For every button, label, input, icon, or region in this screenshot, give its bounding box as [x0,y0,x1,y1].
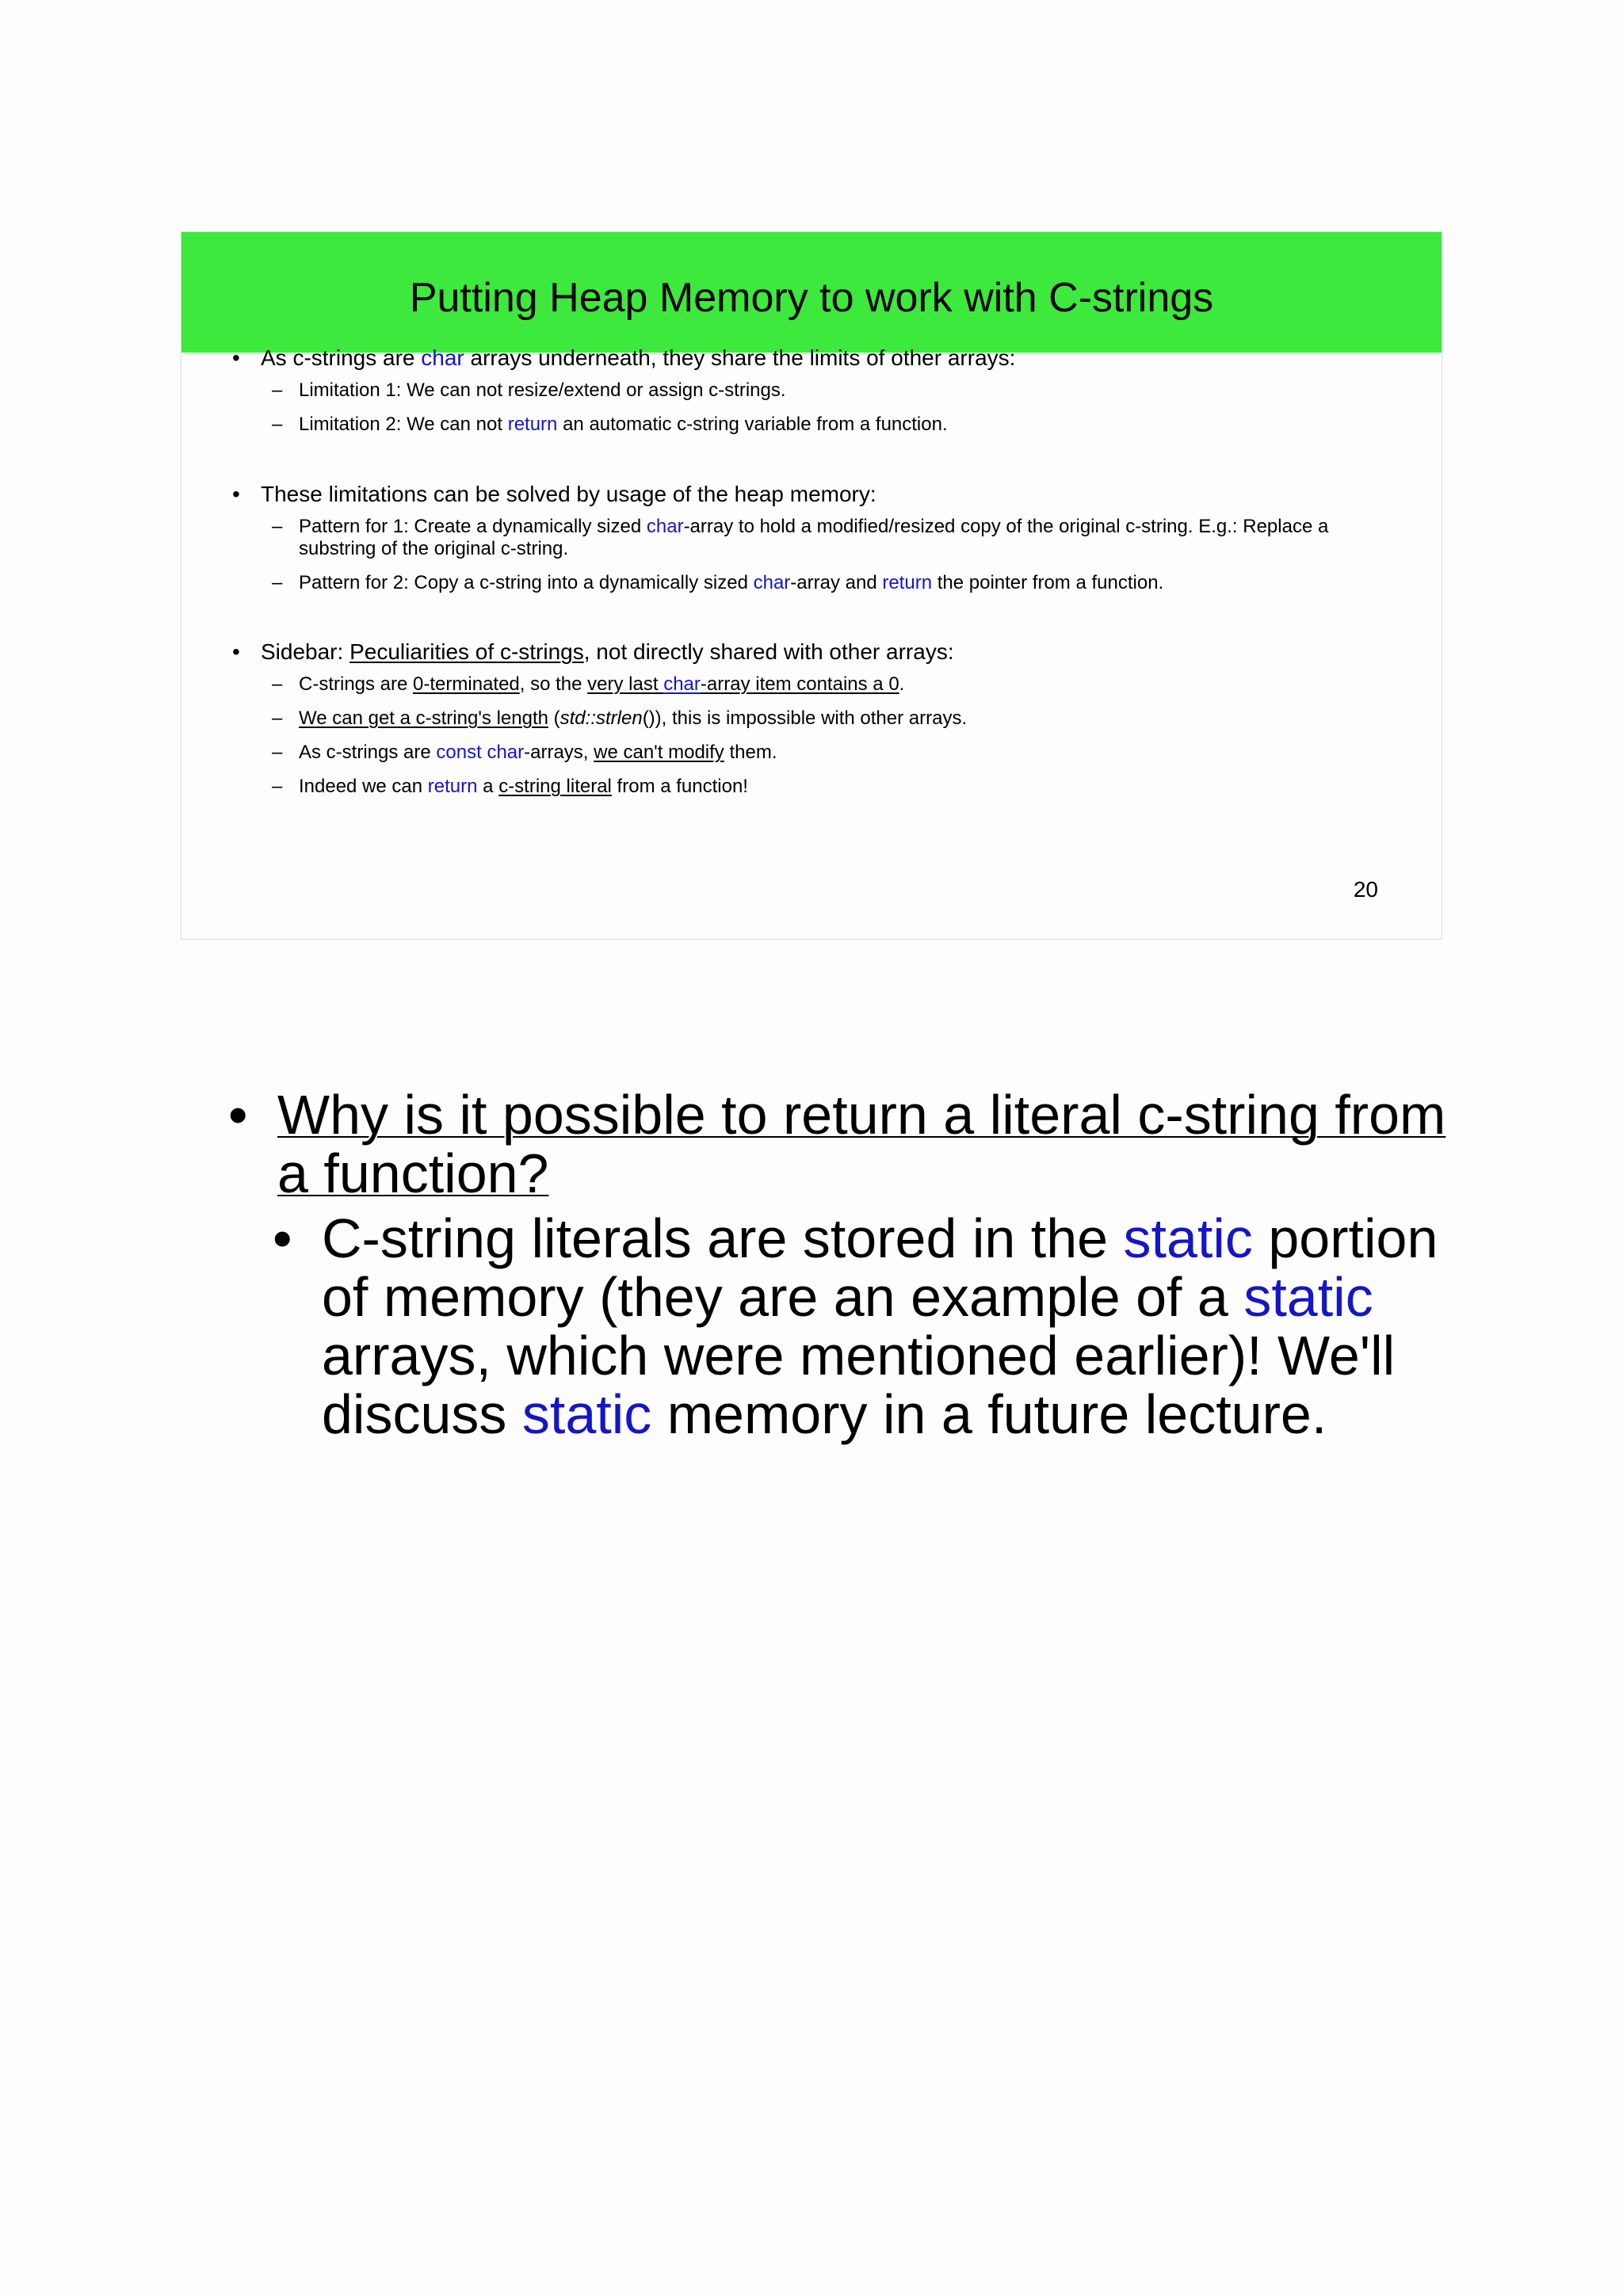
slide-title: Putting Heap Memory to work with C-strings [409,275,1214,321]
answer-text: arrays, which were mentioned earlier)! We'll discuss [322,1325,1396,1445]
sub-bullet-text: ( [548,707,560,729]
bullet-icon: • [232,345,240,370]
underlined-text: 0-terminated [413,673,520,695]
bullet-icon: • [232,639,240,664]
bullet-text: Sidebar: [261,639,350,664]
notes-question [228,1084,1466,1204]
keyword-return: return [507,414,558,435]
keyword-static: static [1123,1207,1253,1269]
sub-bullet-text: Pattern for 2: Copy a c-string into a dynamically sized [299,572,754,593]
underlined-text: Peculiarities of c-strings [349,639,584,664]
page-number: 20 [1353,877,1378,902]
sub-bullet-text: Limitation 2: We can not [299,414,508,435]
sub-bullet-text: , so the [519,673,588,695]
sub-bullet-return-literal [272,776,1408,798]
sub-bullet-text: -arrays, [524,742,594,763]
sub-bullet-text: Indeed we can [299,776,428,797]
sub-bullet-text: from a function! [611,776,748,797]
dash-icon: – [272,414,283,435]
bullet-text: These limitations can be solved by usage of the heap memory: [261,482,876,506]
keyword-char: char [487,742,525,763]
bullet-text: arrays underneath, they share the limits of other arrays: [464,345,1016,370]
bullet-heap-solution [232,481,876,508]
sub-bullet-pattern-1 [272,516,1408,560]
sub-bullet-text: -array to hold a modified/resized copy of the original c-string. E.g.: Replace a substring of the original c-string. [299,516,1329,559]
underlined-text: We can get a c-string's length [299,707,548,729]
sub-bullet-text: Pattern for 1: Create a dynamically sized [299,516,647,537]
sub-bullet-pattern-2 [272,572,1408,594]
dash-icon: – [272,742,283,763]
sub-bullet-text: . [899,673,905,695]
sub-bullet-text: -array and [790,572,883,593]
dash-icon: – [272,379,283,401]
keyword-char: char [753,572,791,593]
bullet-icon: • [273,1207,292,1269]
keyword-static: static [521,1383,652,1445]
notes-answer [273,1207,1471,1445]
bullet-text: As c-strings are [261,345,422,370]
dash-icon: – [272,776,283,797]
answer-text: memory in a future lecture. [651,1383,1327,1445]
keyword-const: const [436,742,482,763]
sub-bullet-text: them. [724,742,777,763]
underlined-text: we can't modify [594,742,724,763]
sub-bullet-text: an automatic c-string variable from a function. [557,414,948,435]
keyword-static: static [1243,1266,1373,1328]
keyword-return: return [882,572,933,593]
dash-icon: – [272,707,283,729]
dash-icon: – [272,516,283,537]
answer-text: C-string literals are stored in the [322,1207,1124,1269]
bullet-icon: • [232,482,240,506]
question-text: Why is it possible to return a literal c-string from a function? [277,1084,1446,1204]
italic-text: std::strlen [559,707,643,729]
sub-bullet-text: Limitation 1: We can not resize/extend or assign c-strings. [299,379,786,401]
answer-text: portion of memory (they are an example of a [322,1207,1438,1328]
sub-bullet-text: the pointer from a function. [932,572,1164,593]
sub-bullet-text: a [477,776,499,797]
underlined-text: c-string literal [498,776,612,797]
bullet-text: , not directly shared with other arrays: [583,639,954,664]
underlined-text: very last [587,673,664,695]
sub-bullet-text: As c-strings are [299,742,437,763]
underlined-text: -array item contains a 0 [700,673,899,695]
sub-bullet-strlen [272,707,1408,730]
bullet-icon: • [228,1084,248,1146]
keyword-return: return [427,776,478,797]
sub-bullet-text: C-strings are [299,673,414,695]
keyword-char: char [663,673,701,695]
slide [181,231,1442,940]
sub-bullet-zero-terminated [272,673,1408,696]
slide-header [181,232,1442,353]
sub-bullet-limitation-1 [272,379,1408,402]
sub-bullet-limitation-2 [272,414,1408,436]
dash-icon: – [272,673,283,695]
keyword-char: char [646,516,684,537]
bullet-limits [232,345,1016,372]
keyword-char: char [421,345,464,370]
sub-bullet-text: ()), this is impossible with other arrays. [642,707,968,729]
sub-bullet-const [272,742,1408,764]
dash-icon: – [272,572,283,593]
bullet-sidebar [232,639,954,666]
